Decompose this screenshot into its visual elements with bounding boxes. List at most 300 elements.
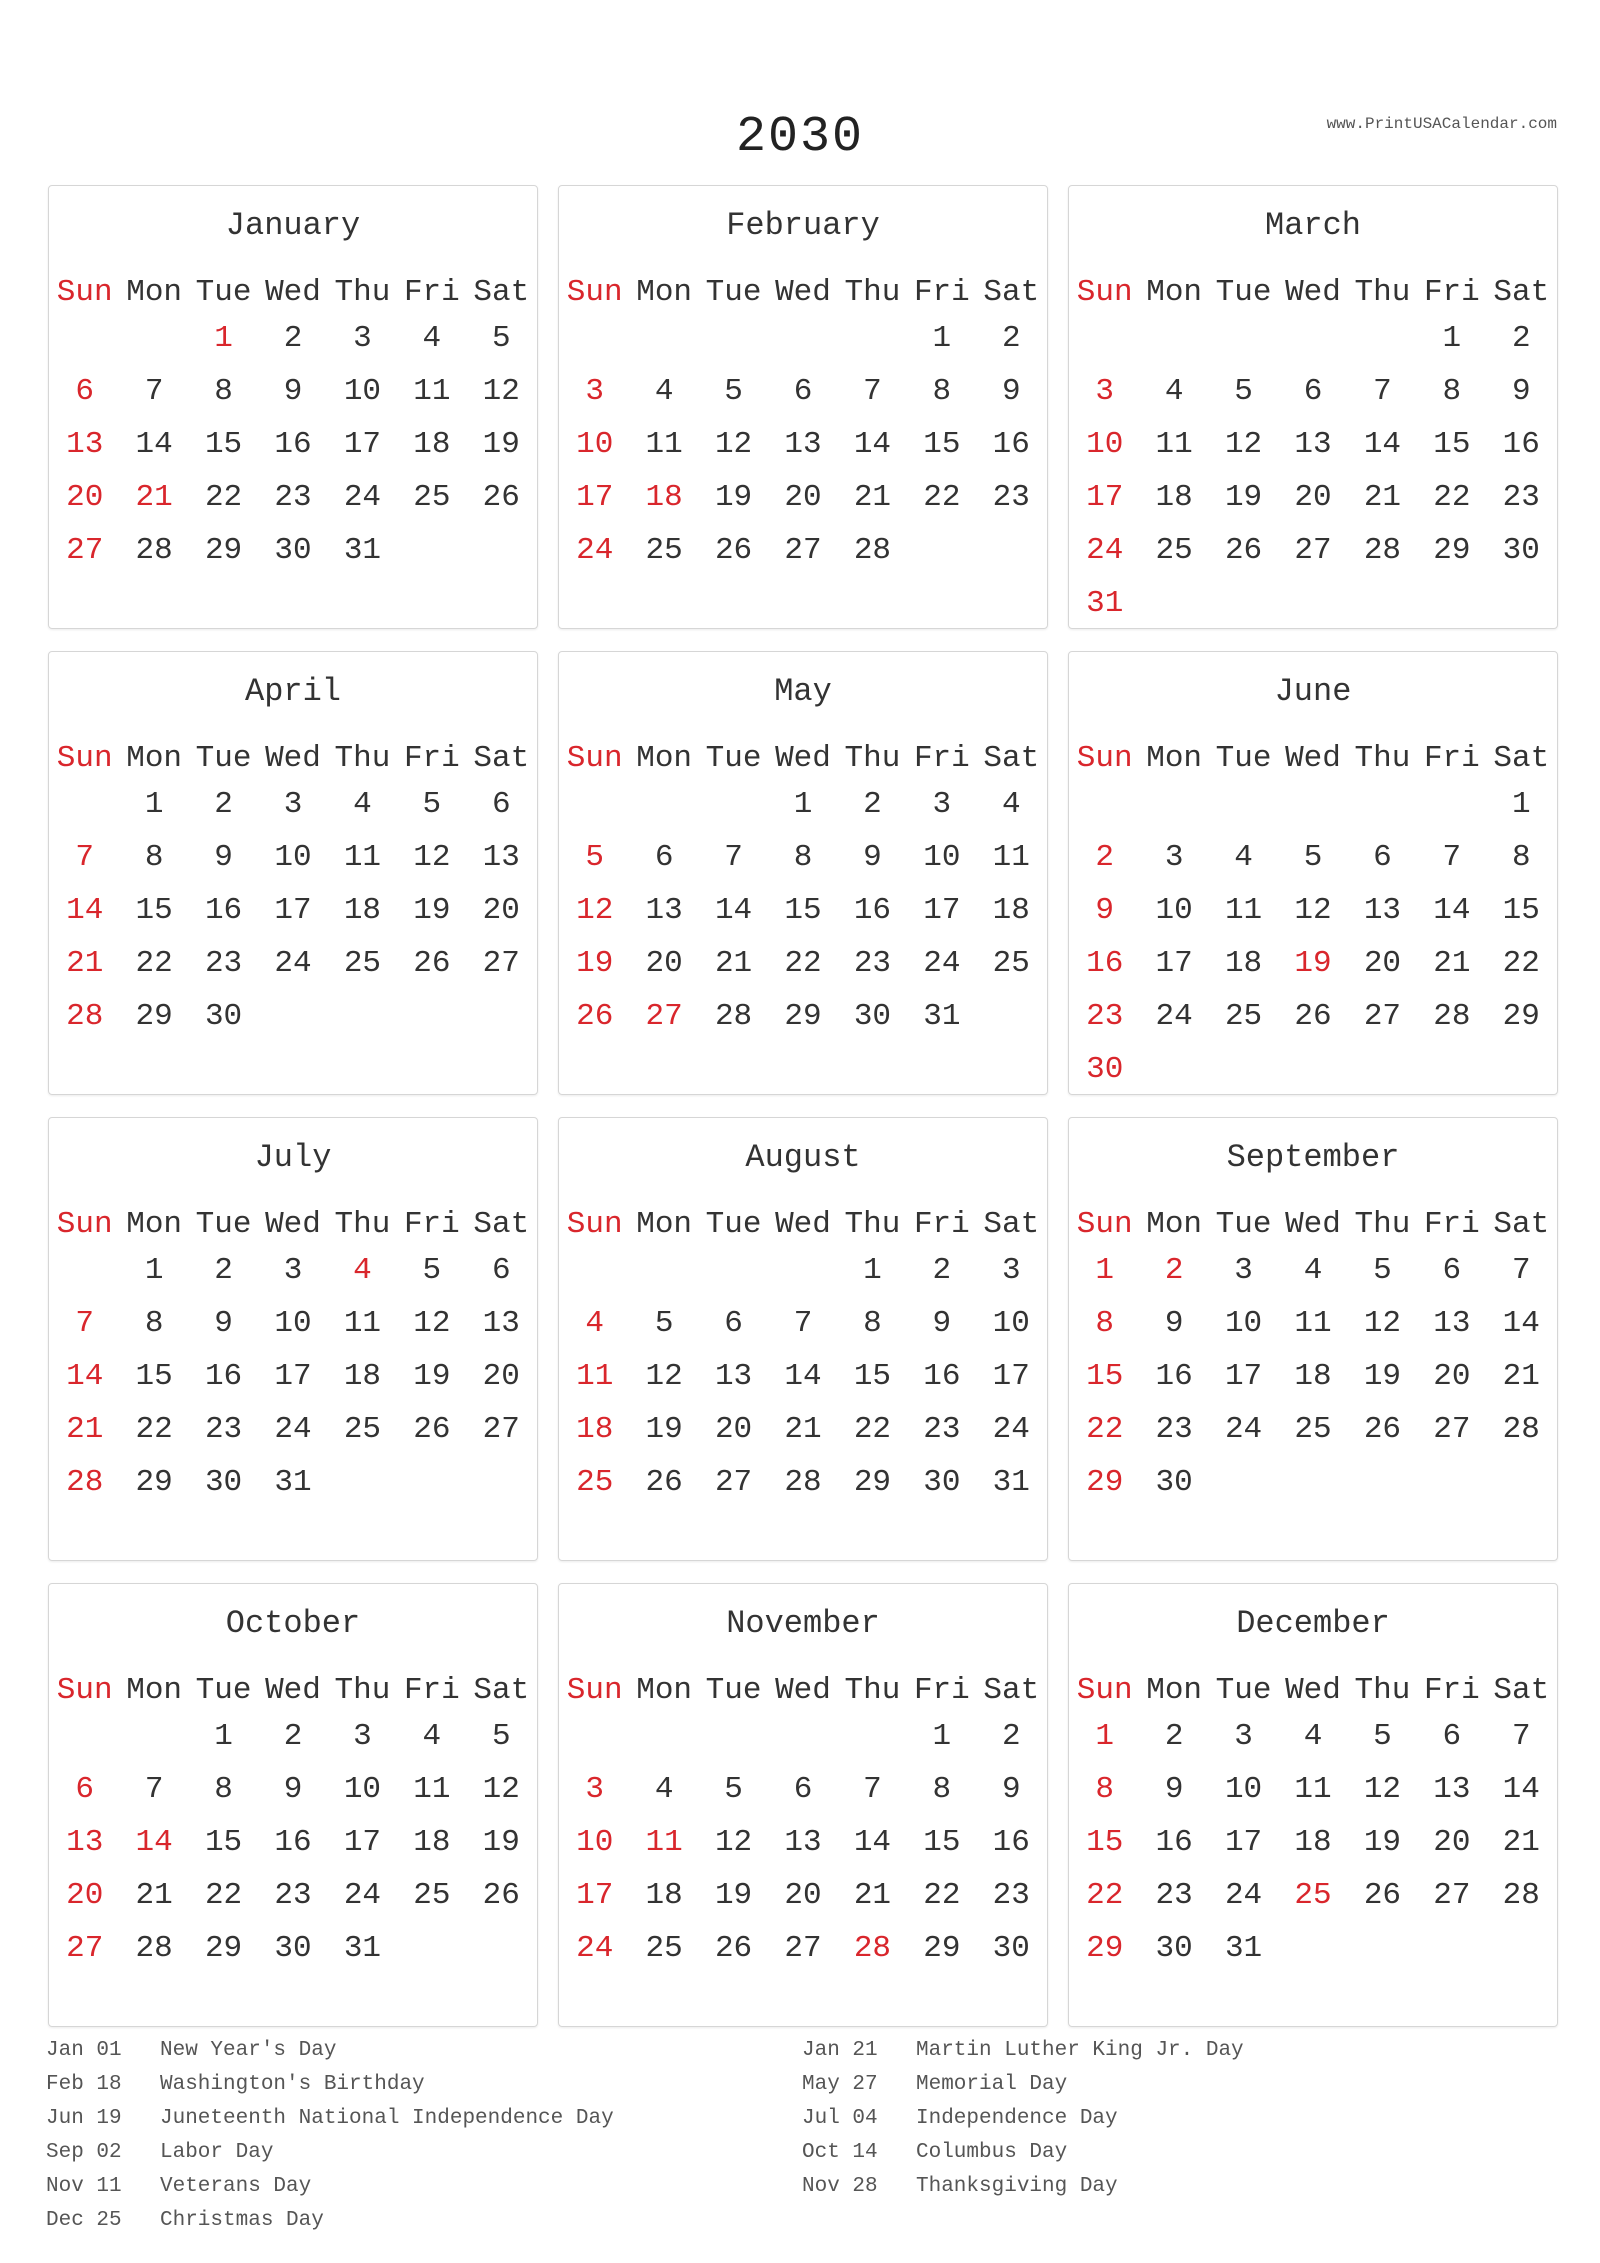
month-name: July xyxy=(254,1139,332,1176)
day-cell: 10 xyxy=(923,840,961,875)
day-cell: 23 xyxy=(274,1878,312,1913)
day-cell: 13 xyxy=(645,893,683,928)
day-cell: 4 xyxy=(1303,1719,1323,1754)
day-cell: 3 xyxy=(1001,1253,1021,1288)
month-april xyxy=(48,651,538,1095)
day-cell: 10 xyxy=(274,1306,312,1341)
holiday-date: May 27 xyxy=(802,2073,878,2096)
empty-cell xyxy=(50,778,119,831)
weekday-header xyxy=(1069,274,1557,312)
weekday-tue: Tue xyxy=(705,1673,762,1708)
day-cell: 14 xyxy=(1502,1772,1540,1807)
week-row xyxy=(49,778,537,831)
weekday-wed: Wed xyxy=(1285,1673,1341,1708)
weekday-mon: Mon xyxy=(126,275,183,310)
day-cell: 13 xyxy=(1433,1772,1471,1807)
weekday-thu: Thu xyxy=(844,1207,901,1242)
week-row xyxy=(49,1922,537,1975)
day-cell: 10 xyxy=(1224,1772,1263,1807)
day-cell: 29 xyxy=(923,1931,961,1966)
month-august xyxy=(558,1117,1048,1561)
day-cell: 14 xyxy=(135,427,173,462)
day-cell: 6 xyxy=(75,1772,95,1807)
day-cell: 24 xyxy=(1224,1878,1263,1913)
day-cell: 17 xyxy=(1224,1359,1263,1394)
day-cell: 15 xyxy=(135,1359,173,1394)
month-may xyxy=(558,651,1048,1095)
week-row xyxy=(49,312,537,365)
week-row xyxy=(49,884,537,937)
empty-cell xyxy=(977,524,1046,577)
holiday-date: Jun 19 xyxy=(46,2107,122,2130)
day-cell: 26 xyxy=(1363,1412,1402,1447)
day-cell: 23 xyxy=(204,1412,243,1447)
day-cell: 1 xyxy=(1511,787,1531,822)
holiday-name: Labor Day xyxy=(160,2141,274,2164)
weekday-sat: Sat xyxy=(983,741,1040,776)
week-row xyxy=(1069,1710,1557,1763)
day-cell: 23 xyxy=(1155,1412,1193,1447)
day-cell: 4 xyxy=(585,1306,605,1341)
day-cell: 18 xyxy=(1294,1359,1332,1394)
day-cell: 7 xyxy=(144,1772,164,1807)
day-cell: 6 xyxy=(724,1306,743,1341)
empty-cell xyxy=(1209,1043,1278,1096)
day-cell: 15 xyxy=(1086,1359,1124,1394)
day-cell: 13 xyxy=(1363,893,1402,928)
weekday-wed: Wed xyxy=(775,275,831,310)
weekday-tue: Tue xyxy=(705,741,762,776)
day-cell: 17 xyxy=(923,893,961,928)
week-row xyxy=(49,524,537,577)
day-cell: 8 xyxy=(863,1306,882,1341)
day-cell: 8 xyxy=(932,1772,952,1807)
day-cell: 18 xyxy=(413,1825,451,1860)
day-cell: 13 xyxy=(66,1825,104,1860)
empty-cell xyxy=(328,990,397,1043)
day-cell: 11 xyxy=(413,374,451,409)
weekday-fri: Fri xyxy=(403,275,460,310)
week-row xyxy=(49,471,537,524)
day-cell: 17 xyxy=(343,427,382,462)
weekday-sat: Sat xyxy=(473,1673,530,1708)
weekday-mon: Mon xyxy=(1146,741,1203,776)
day-cell: 27 xyxy=(1363,999,1402,1034)
day-cell: 14 xyxy=(1363,427,1402,462)
day-cell: 16 xyxy=(992,427,1030,462)
holiday-item xyxy=(46,2102,802,2136)
day-cell: 22 xyxy=(1502,946,1540,981)
week-row xyxy=(559,1244,1047,1297)
week-row xyxy=(559,1710,1047,1763)
weekday-fri: Fri xyxy=(403,1673,460,1708)
holiday-date: Oct 14 xyxy=(802,2141,878,2164)
empty-cell xyxy=(467,1922,536,1975)
empty-cell xyxy=(1487,1043,1556,1096)
week-row xyxy=(49,1244,537,1297)
empty-cell xyxy=(768,1710,837,1763)
week-row xyxy=(1069,312,1557,365)
day-cell: 25 xyxy=(1294,1878,1332,1913)
day-cell: 3 xyxy=(1095,374,1115,409)
day-cell: 16 xyxy=(1086,946,1124,981)
empty-cell xyxy=(119,1710,188,1763)
weekday-mon: Mon xyxy=(126,741,183,776)
day-cell: 3 xyxy=(1234,1253,1253,1288)
month-february xyxy=(558,185,1048,629)
day-cell: 5 xyxy=(1303,840,1323,875)
holiday-name: Washington's Birthday xyxy=(160,2073,425,2096)
month-march xyxy=(1068,185,1558,629)
day-cell: 5 xyxy=(1373,1719,1392,1754)
empty-cell xyxy=(1348,1456,1417,1509)
week-row xyxy=(559,1922,1047,1975)
day-cell: 8 xyxy=(214,374,233,409)
week-row xyxy=(559,471,1047,524)
empty-cell xyxy=(467,990,536,1043)
month-name: February xyxy=(726,207,880,244)
day-cell: 27 xyxy=(1433,1878,1471,1913)
day-cell: 1 xyxy=(214,321,233,356)
day-cell: 8 xyxy=(1095,1306,1115,1341)
day-cell: 10 xyxy=(1155,893,1193,928)
day-cell: 28 xyxy=(135,533,173,568)
week-row xyxy=(559,937,1047,990)
weekday-mon: Mon xyxy=(1146,275,1203,310)
weekday-sun: Sun xyxy=(566,1207,623,1242)
day-cell: 13 xyxy=(784,427,822,462)
day-cell: 17 xyxy=(1086,480,1124,515)
day-cell: 11 xyxy=(1294,1306,1332,1341)
day-cell: 12 xyxy=(413,840,451,875)
day-cell: 19 xyxy=(482,1825,520,1860)
day-cell: 27 xyxy=(66,1931,104,1966)
day-cell: 10 xyxy=(343,374,382,409)
day-cell: 25 xyxy=(1294,1412,1332,1447)
empty-cell xyxy=(1417,1043,1486,1096)
weekday-fri: Fri xyxy=(913,741,970,776)
day-cell: 19 xyxy=(1363,1825,1402,1860)
day-cell: 25 xyxy=(343,946,382,981)
weekday-sun: Sun xyxy=(1076,741,1133,776)
empty-cell xyxy=(1278,1456,1347,1509)
weekday-thu: Thu xyxy=(334,1207,391,1242)
weekday-tue: Tue xyxy=(1215,1207,1272,1242)
weekday-sun: Sun xyxy=(1076,275,1133,310)
empty-cell xyxy=(1417,778,1486,831)
day-cell: 11 xyxy=(1294,1772,1332,1807)
day-cell: 19 xyxy=(714,480,753,515)
weekday-tue: Tue xyxy=(1215,1673,1272,1708)
day-cell: 28 xyxy=(714,999,753,1034)
day-cell: 12 xyxy=(714,1825,753,1860)
weekday-sat: Sat xyxy=(1493,275,1550,310)
holiday-name: New Year's Day xyxy=(160,2039,337,2062)
weekday-mon: Mon xyxy=(636,1673,693,1708)
week-row xyxy=(1069,1244,1557,1297)
day-cell: 17 xyxy=(343,1825,382,1860)
day-cell: 22 xyxy=(923,1878,961,1913)
day-cell: 2 xyxy=(283,1719,303,1754)
day-cell: 13 xyxy=(66,427,104,462)
empty-cell xyxy=(1348,312,1417,365)
day-cell: 22 xyxy=(135,946,173,981)
day-cell: 23 xyxy=(274,480,312,515)
day-cell: 8 xyxy=(144,1306,164,1341)
day-cell: 24 xyxy=(1155,999,1193,1034)
empty-cell xyxy=(1209,577,1278,630)
week-row xyxy=(49,831,537,884)
day-cell: 17 xyxy=(1224,1825,1263,1860)
empty-cell xyxy=(397,1922,466,1975)
day-cell: 17 xyxy=(274,1359,312,1394)
weekday-thu: Thu xyxy=(1354,275,1411,310)
week-row xyxy=(1069,1869,1557,1922)
day-cell: 8 xyxy=(793,840,813,875)
day-cell: 14 xyxy=(853,427,892,462)
month-name: November xyxy=(726,1605,880,1642)
weekday-wed: Wed xyxy=(775,741,831,776)
day-cell: 4 xyxy=(422,1719,442,1754)
day-cell: 27 xyxy=(784,533,822,568)
month-name: May xyxy=(774,673,832,710)
empty-cell xyxy=(629,1244,698,1297)
day-cell: 18 xyxy=(413,427,451,462)
day-cell: 1 xyxy=(1442,321,1462,356)
day-cell: 19 xyxy=(1224,480,1263,515)
month-december xyxy=(1068,1583,1558,2027)
day-cell: 9 xyxy=(1164,1306,1184,1341)
holiday-date: Feb 18 xyxy=(46,2073,122,2096)
week-row xyxy=(1069,1403,1557,1456)
week-row xyxy=(559,831,1047,884)
weekday-tue: Tue xyxy=(195,1673,252,1708)
weekday-thu: Thu xyxy=(334,1673,391,1708)
day-cell: 30 xyxy=(1155,1465,1193,1500)
weekday-header xyxy=(559,740,1047,778)
day-cell: 21 xyxy=(853,480,892,515)
day-cell: 11 xyxy=(343,1306,382,1341)
day-cell: 3 xyxy=(932,787,952,822)
day-cell: 22 xyxy=(1433,480,1471,515)
day-cell: 9 xyxy=(283,374,303,409)
weekday-sun: Sun xyxy=(56,741,113,776)
day-cell: 26 xyxy=(645,1465,683,1500)
empty-cell xyxy=(977,990,1046,1043)
day-cell: 10 xyxy=(576,1825,614,1860)
day-cell: 30 xyxy=(1086,1052,1124,1087)
day-cell: 26 xyxy=(482,1878,520,1913)
empty-cell xyxy=(1070,778,1139,831)
day-cell: 28 xyxy=(135,1931,173,1966)
day-cell: 6 xyxy=(1303,374,1323,409)
day-cell: 16 xyxy=(204,893,243,928)
weekday-fri: Fri xyxy=(913,1673,970,1708)
day-cell: 25 xyxy=(992,946,1030,981)
empty-cell xyxy=(1209,312,1278,365)
weekday-tue: Tue xyxy=(1215,275,1272,310)
day-cell: 12 xyxy=(1363,1772,1402,1807)
weekday-sat: Sat xyxy=(1493,1673,1550,1708)
day-cell: 29 xyxy=(1086,1465,1124,1500)
day-cell: 15 xyxy=(784,893,822,928)
week-row xyxy=(559,1816,1047,1869)
empty-cell xyxy=(1348,778,1417,831)
day-cell: 16 xyxy=(274,1825,312,1860)
day-cell: 5 xyxy=(1234,374,1253,409)
weekday-header xyxy=(1069,1672,1557,1710)
day-cell: 24 xyxy=(274,1412,312,1447)
weekday-tue: Tue xyxy=(195,275,252,310)
day-cell: 27 xyxy=(714,1465,753,1500)
month-name: December xyxy=(1236,1605,1390,1642)
day-cell: 26 xyxy=(714,1931,753,1966)
day-cell: 21 xyxy=(66,946,104,981)
day-cell: 9 xyxy=(863,840,882,875)
month-july xyxy=(48,1117,538,1561)
empty-cell xyxy=(1487,577,1556,630)
day-cell: 2 xyxy=(214,1253,233,1288)
holiday-name: Columbus Day xyxy=(916,2141,1068,2164)
day-cell: 29 xyxy=(135,1465,173,1500)
day-cell: 8 xyxy=(1442,374,1462,409)
day-cell: 18 xyxy=(645,480,683,515)
day-cell: 27 xyxy=(1294,533,1332,568)
day-cell: 4 xyxy=(654,374,674,409)
day-cell: 6 xyxy=(491,787,511,822)
day-cell: 9 xyxy=(214,1306,233,1341)
week-row xyxy=(1069,1763,1557,1816)
day-cell: 29 xyxy=(1433,533,1471,568)
day-cell: 27 xyxy=(1433,1412,1471,1447)
day-cell: 26 xyxy=(576,999,614,1034)
day-cell: 1 xyxy=(1095,1253,1115,1288)
week-row xyxy=(559,1350,1047,1403)
weekday-tue: Tue xyxy=(1215,741,1272,776)
day-cell: 12 xyxy=(1363,1306,1402,1341)
weekday-sat: Sat xyxy=(983,1673,1040,1708)
day-cell: 1 xyxy=(932,321,952,356)
day-cell: 11 xyxy=(413,1772,451,1807)
day-cell: 14 xyxy=(1433,893,1471,928)
day-cell: 1 xyxy=(863,1253,882,1288)
day-cell: 3 xyxy=(353,1719,372,1754)
day-cell: 3 xyxy=(1234,1719,1253,1754)
day-cell: 28 xyxy=(1433,999,1471,1034)
day-cell: 9 xyxy=(283,1772,303,1807)
day-cell: 7 xyxy=(144,374,164,409)
day-cell: 14 xyxy=(714,893,753,928)
day-cell: 31 xyxy=(923,999,961,1034)
empty-cell xyxy=(1278,312,1347,365)
week-row xyxy=(559,778,1047,831)
week-row xyxy=(1069,990,1557,1043)
empty-cell xyxy=(1348,1922,1417,1975)
day-cell: 14 xyxy=(66,893,104,928)
week-row xyxy=(559,1403,1047,1456)
day-cell: 7 xyxy=(75,1306,95,1341)
holiday-date: Nov 11 xyxy=(46,2175,122,2198)
weekday-sun: Sun xyxy=(56,1207,113,1242)
day-cell: 5 xyxy=(1373,1253,1392,1288)
weekday-thu: Thu xyxy=(844,1673,901,1708)
week-row xyxy=(49,365,537,418)
day-cell: 24 xyxy=(576,533,614,568)
day-cell: 22 xyxy=(784,946,822,981)
day-cell: 28 xyxy=(1502,1878,1540,1913)
holiday-date: Nov 28 xyxy=(802,2175,878,2198)
page-title: 2030 xyxy=(735,109,865,166)
day-cell: 8 xyxy=(144,840,164,875)
day-cell: 2 xyxy=(1164,1253,1184,1288)
day-cell: 9 xyxy=(1001,374,1021,409)
empty-cell xyxy=(1139,778,1208,831)
weekday-fri: Fri xyxy=(1423,275,1480,310)
day-cell: 7 xyxy=(1442,840,1462,875)
weekday-header xyxy=(1069,1206,1557,1244)
day-cell: 18 xyxy=(576,1412,614,1447)
day-cell: 22 xyxy=(135,1412,173,1447)
day-cell: 4 xyxy=(1164,374,1184,409)
day-cell: 21 xyxy=(1502,1359,1540,1394)
weekday-header xyxy=(49,1672,537,1710)
day-cell: 25 xyxy=(1155,533,1193,568)
day-cell: 28 xyxy=(66,999,104,1034)
day-cell: 15 xyxy=(135,893,173,928)
week-row xyxy=(49,1816,537,1869)
day-cell: 25 xyxy=(576,1465,614,1500)
week-row xyxy=(1069,831,1557,884)
day-cell: 10 xyxy=(274,840,312,875)
day-cell: 7 xyxy=(793,1306,813,1341)
day-cell: 23 xyxy=(204,946,243,981)
month-name: April xyxy=(244,673,341,710)
day-cell: 28 xyxy=(853,533,892,568)
day-cell: 21 xyxy=(714,946,753,981)
day-cell: 24 xyxy=(274,946,312,981)
day-cell: 30 xyxy=(853,999,892,1034)
day-cell: 7 xyxy=(1511,1253,1531,1288)
empty-cell xyxy=(560,1710,629,1763)
day-cell: 21 xyxy=(784,1412,822,1447)
day-cell: 13 xyxy=(714,1359,753,1394)
day-cell: 4 xyxy=(654,1772,674,1807)
day-cell: 24 xyxy=(923,946,961,981)
day-cell: 14 xyxy=(853,1825,892,1860)
day-cell: 4 xyxy=(353,1253,372,1288)
day-cell: 22 xyxy=(1086,1412,1124,1447)
day-cell: 8 xyxy=(1511,840,1531,875)
empty-cell xyxy=(768,312,837,365)
day-cell: 21 xyxy=(1433,946,1471,981)
empty-cell xyxy=(1487,1456,1556,1509)
day-cell: 1 xyxy=(144,787,164,822)
holiday-name: Martin Luther King Jr. Day xyxy=(916,2039,1244,2062)
day-cell: 21 xyxy=(1502,1825,1540,1860)
day-cell: 22 xyxy=(923,480,961,515)
holiday-date: Sep 02 xyxy=(46,2141,122,2164)
weekday-header xyxy=(49,740,537,778)
day-cell: 19 xyxy=(714,1878,753,1913)
day-cell: 26 xyxy=(714,533,753,568)
empty-cell xyxy=(1417,1456,1486,1509)
empty-cell xyxy=(699,312,768,365)
day-cell: 20 xyxy=(714,1412,753,1447)
empty-cell xyxy=(1278,577,1347,630)
day-cell: 1 xyxy=(214,1719,233,1754)
day-cell: 29 xyxy=(204,533,243,568)
week-row xyxy=(559,524,1047,577)
